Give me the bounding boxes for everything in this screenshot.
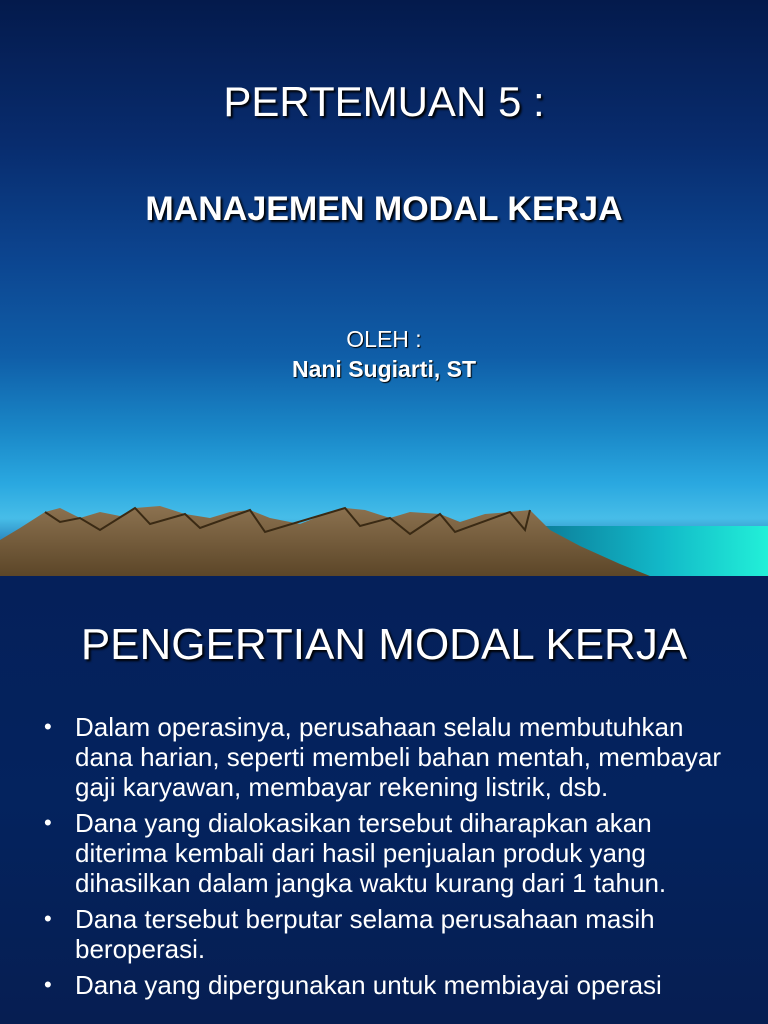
author-name: Nani Sugiarti, ST (291, 356, 477, 382)
bullet-text: Dana tersebut berputar selama perusahaan masih beroperasi. (75, 904, 655, 964)
bullet-item (44, 808, 744, 898)
mountain-range-shape (0, 506, 650, 576)
mountain-landscape-image (0, 490, 768, 576)
author-label: OLEH : (346, 326, 422, 352)
bullet-item (44, 712, 744, 802)
slide-title: PERTEMUAN 5 : (223, 78, 545, 125)
bullet-dot-icon: • (44, 972, 52, 997)
bullet-dot-icon: • (44, 810, 52, 835)
bullet-list (44, 712, 744, 1006)
bullet-text: Dalam operasinya, perusahaan selalu membutuhkan dana harian, seperti membeli bahan mentah, membayar gaji karyawan, membayar rekening listrik, dsb. (75, 712, 722, 802)
bullet-dot-icon: • (44, 906, 52, 931)
slide-subtitle: MANAJEMEN MODAL KERJA (145, 190, 623, 228)
bullet-text: Dana yang dialokasikan tersebut diharapkan akan diterima kembali dari hasil penjualan produk yang dihasilkan dalam jangka waktu kurang dari 1 tahun. (75, 808, 667, 898)
slide-2-title: PENGERTIAN MODAL KERJA (80, 620, 688, 669)
bullet-dot-icon: • (44, 714, 52, 739)
bullet-item (44, 904, 744, 964)
bullet-text: Dana yang dipergunakan untuk membiayai operasi (75, 970, 662, 1000)
bullet-item (44, 970, 744, 1000)
